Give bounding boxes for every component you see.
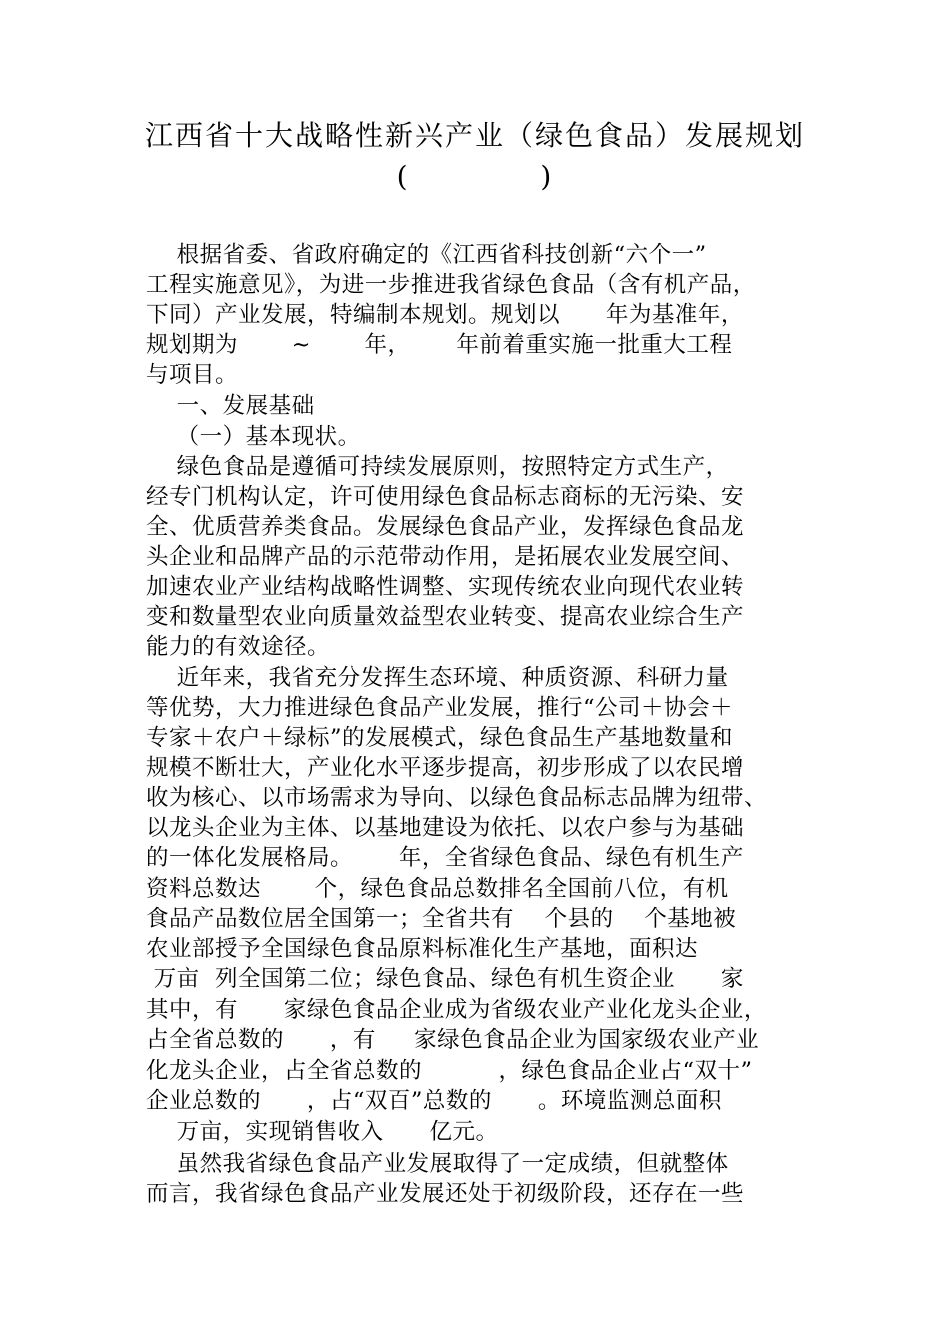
- section-heading: 一、发展基础: [146, 393, 315, 419]
- body-line: 企业总数的 ，占“双百”总数的 。环境监测总面积: [146, 1088, 722, 1114]
- body-line: 变和数量型农业向质量效益型农业转变、提高农业综合生产: [146, 604, 745, 630]
- body-line: 能力的有效途径。: [146, 634, 331, 660]
- document-subtitle: ( ): [396, 160, 554, 193]
- body-line: 工程实施意见》，为进一步推进我省绿色食品（含有机产品，: [146, 272, 756, 298]
- document-title: 江西省十大战略性新兴产业（绿色食品）发展规划: [144, 119, 805, 152]
- body-line: 以龙头企业为主体、以基地建设为依托、以农户参与为基础: [146, 815, 745, 841]
- body-line: 头企业和品牌产品的示范带动作用，是拓展农业发展空间、: [146, 544, 745, 570]
- body-line: 专家＋农户＋绿标”的发展模式，绿色食品生产基地数量和: [146, 725, 734, 751]
- body-line: 其中，有 家绿色食品企业成为省级农业产业化龙头企业，: [146, 997, 767, 1023]
- body-line: 资料总数达 个，绿色食品总数排名全国前八位，有机: [146, 876, 729, 902]
- body-line: 万亩，实现销售收入 亿元。: [146, 1119, 499, 1145]
- body-line: 加速农业产业结构战略性调整、实现传统农业向现代农业转: [146, 574, 745, 600]
- body-line: 全、优质营养类食品。发展绿色食品产业，发挥绿色食品龙: [146, 514, 745, 540]
- body-line: 收为核心、以市场需求为导向、以绿色食品标志品牌为纽带、: [146, 785, 768, 811]
- body-line: 近年来，我省充分发挥生态环境、种质资源、科研力量: [146, 665, 729, 691]
- body-line: 经专门机构认定，许可使用绿色食品标志商标的无污染、安: [146, 484, 745, 510]
- body-line: 而言，我省绿色食品产业发展还处于初级阶段，还存在一些: [146, 1181, 745, 1207]
- body-line: 根据省委、省政府确定的《江西省科技创新“六个一”: [146, 242, 707, 268]
- body-line: 虽然我省绿色食品产业发展取得了一定成绩，但就整体: [146, 1151, 729, 1177]
- body-line: 的一体化发展格局。 年，全省绿色食品、绿色有机生产: [146, 845, 744, 871]
- body-line: 化龙头企业，占全省总数的 ，绿色食品企业占“双十”: [146, 1058, 753, 1084]
- body-line: 与项目。: [146, 362, 239, 388]
- body-line: 等优势，大力推进绿色食品产业发展，推行“公司＋协会＋: [146, 695, 734, 721]
- body-line: 农业部授予全国绿色食品原料标准化生产基地，面积达: [146, 936, 699, 962]
- body-line: 万亩 列全国第二位；绿色食品、绿色有机生资企业 家: [146, 966, 744, 992]
- body-line: 绿色食品是遵循可持续发展原则，按照特定方式生产，: [146, 454, 729, 480]
- body-line: 规划期为 ~ 年， 年前着重实施一批重大工程: [146, 332, 733, 358]
- body-line: 规模不断壮大，产业化水平逐步提高，初步形成了以农民增: [146, 755, 745, 781]
- body-line: 下同）产业发展，特编制本规划。规划以 年为基准年，: [146, 302, 744, 328]
- subsection-heading: （一）基本现状。: [146, 424, 361, 450]
- body-line: 食品产品数位居全国第一；全省共有 个县的 个基地被: [146, 906, 737, 932]
- body-line: 占全省总数的 ，有 家绿色食品企业为国家级农业产业: [146, 1027, 760, 1053]
